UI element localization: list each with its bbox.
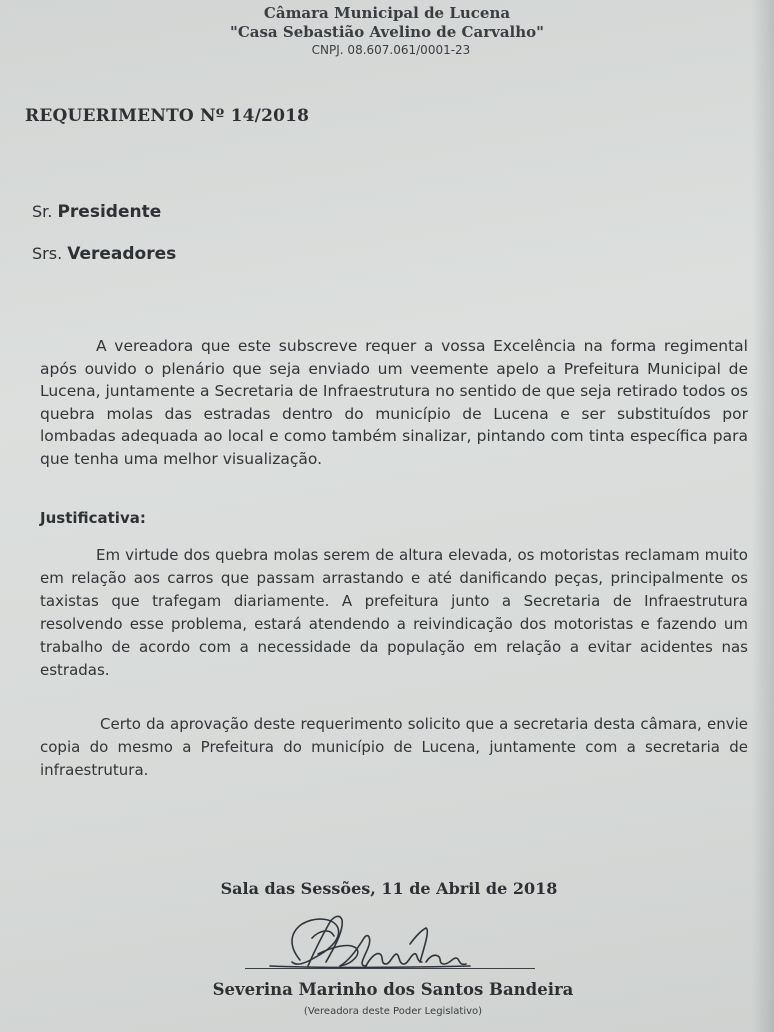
signer-role: (Vereadora deste Poder Legislativo) <box>303 1006 483 1017</box>
justification-heading: Justificativa: <box>40 509 146 527</box>
salutation-name: Presidente <box>57 202 162 222</box>
salutation-councillors <box>32 244 176 264</box>
signer-name: Severina Marinho dos Santos Bandeira <box>212 980 574 999</box>
session-date: Sala das Sessões, 11 de Abril de 2018 <box>220 879 558 898</box>
letterhead <box>0 4 774 59</box>
salutation-prefix: Sr. <box>32 202 53 221</box>
salutation-president <box>32 202 161 222</box>
signature-line <box>245 968 535 969</box>
institution-name: Câmara Municipal de Lucena <box>263 4 511 22</box>
salutation-name: Vereadores <box>67 244 177 264</box>
justification-paragraph: Em virtude dos quebra molas serem de altura elevada, os motoristas reclamam muito em relação aos carros que passam arrastando e até danificando peças, principalmente os taxistas que trafegam diariamente. A prefeitura junto a Secretaria de Infraestrutura resolvendo esse problema, estará atendendo a reivindicação dos motoristas e fazendo um trabalho de acordo com a necessidade da população em relação a evitar acidentes nas estradas. <box>40 546 748 679</box>
request-paragraph: A vereadora que este subscreve requer a vossa Excelência na forma regimental após ouvido o plenário que seja enviado um veemente apelo a Prefeitura Municipal de Lucena, juntamente a Secretaria de Infraestrutura no sentido de que seja retirado todos os quebra molas das estradas dentro do município de Lucena e ser substituídos por lombadas adequada ao local e como também sinalizar, pintando com tinta específica para que tenha uma melhor visualização. <box>40 337 748 468</box>
page-edge-shadow <box>752 0 774 1032</box>
closing-paragraph: Certo da aprovação deste requerimento solicito que a secretaria desta câmara, envie copia do mesmo a Prefeitura do município de Lucena, juntamente com a secretaria de infraestrutura. <box>40 715 748 779</box>
house-name: "Casa Sebastião Avelino de Carvalho" <box>230 23 544 41</box>
cnpj-line: CNPJ. 08.607.061/0001-23 <box>311 43 471 57</box>
document-title: REQUERIMENTO Nº 14/2018 <box>25 106 310 126</box>
salutation-prefix: Srs. <box>32 244 63 263</box>
